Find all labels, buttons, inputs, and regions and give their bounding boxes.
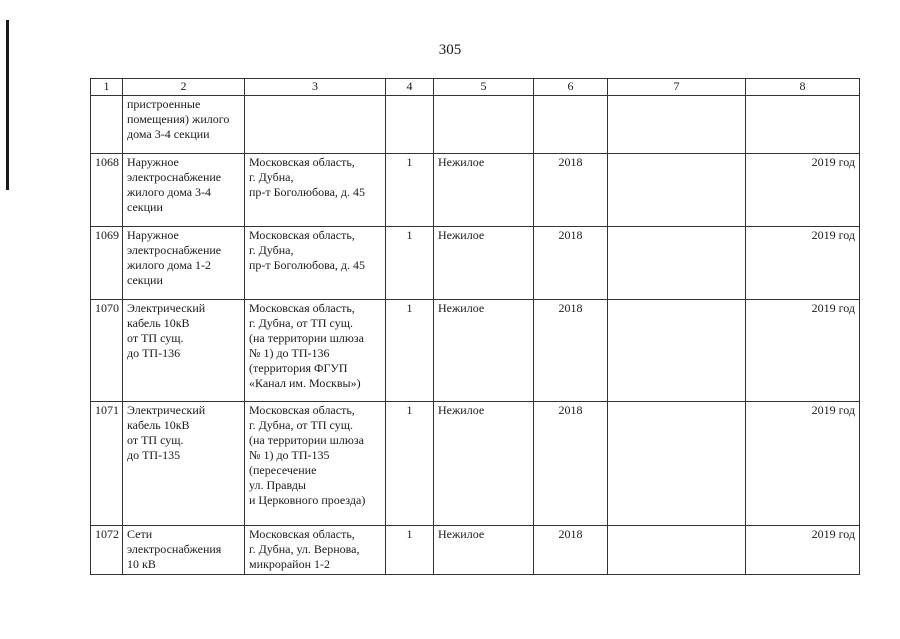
table-row <box>91 154 860 227</box>
object-name-cell-line: пристроенные <box>127 97 201 111</box>
type-cell: Нежилое <box>434 402 534 526</box>
row-number-cell: 1070 <box>91 300 123 402</box>
object-name-cell-line: секции <box>127 273 163 287</box>
object-name-cell <box>123 402 245 526</box>
period-cell: 2019 год <box>746 227 860 300</box>
table-header <box>91 79 860 96</box>
table-row <box>91 227 860 300</box>
address-cell <box>245 526 386 575</box>
period-cell: 2019 год <box>746 402 860 526</box>
header-row <box>91 79 860 96</box>
object-name-cell-line: Наружное <box>127 155 179 169</box>
object-name-cell-line: электроснабжение <box>127 170 222 184</box>
object-name-cell <box>123 526 245 575</box>
object-name-cell-line: кабель 10кВ <box>127 418 190 432</box>
object-name-cell-line: до ТП-135 <box>127 448 181 462</box>
column-7-cell <box>608 300 746 402</box>
table-row <box>91 526 860 575</box>
object-name-cell <box>123 227 245 300</box>
address-cell-line: Московская область, <box>249 228 355 242</box>
row-number-cell <box>91 96 123 154</box>
year-cell: 2018 <box>534 300 608 402</box>
object-name-cell <box>123 154 245 227</box>
year-cell: 2018 <box>534 526 608 575</box>
column-7-cell <box>608 526 746 575</box>
object-name-cell-line: электроснабжение <box>127 243 222 257</box>
period-cell: 2019 год <box>746 300 860 402</box>
object-name-cell-line: электроснабжения <box>127 542 222 556</box>
address-cell-line: (пересечение <box>249 463 317 477</box>
address-cell-line: (территория ФГУП <box>249 361 348 375</box>
object-name-cell-line: 10 кВ <box>127 557 156 571</box>
address-cell <box>245 154 386 227</box>
quantity-cell <box>386 96 434 154</box>
address-cell-line: № 1) до ТП-136 <box>249 346 330 360</box>
address-cell-line: Московская область, <box>249 403 355 417</box>
row-number-cell: 1071 <box>91 402 123 526</box>
quantity-cell: 1 <box>386 402 434 526</box>
address-cell-line: микрорайон 1-2 <box>249 557 331 571</box>
address-cell-line: «Канал им. Москвы») <box>249 376 361 390</box>
address-cell <box>245 300 386 402</box>
object-name-cell-line: Электрический <box>127 403 206 417</box>
object-name-cell-line: от ТП сущ. <box>127 331 184 345</box>
object-name-cell-line: до ТП-136 <box>127 346 181 360</box>
quantity-cell: 1 <box>386 154 434 227</box>
row-number-cell: 1072 <box>91 526 123 575</box>
address-cell-line: пр-т Боголюбова, д. 45 <box>249 185 366 199</box>
object-name-cell-line: от ТП сущ. <box>127 433 184 447</box>
address-cell-line: г. Дубна, от ТП сущ. <box>249 418 353 432</box>
period-cell: 2019 год <box>746 154 860 227</box>
object-name-cell-line: жилого дома 3-4 <box>127 185 212 199</box>
column-header-5: 5 <box>434 79 534 96</box>
table-row <box>91 96 860 154</box>
period-cell <box>746 96 860 154</box>
registry-table <box>90 78 860 575</box>
object-name-cell <box>123 300 245 402</box>
address-cell-line: и Церковного проезда) <box>249 493 366 507</box>
year-cell: 2018 <box>534 154 608 227</box>
address-cell-line: г. Дубна, от ТП сущ. <box>249 316 353 330</box>
object-name-cell-line: дома 3-4 секции <box>127 127 210 141</box>
column-header-8: 8 <box>746 79 860 96</box>
column-header-7: 7 <box>608 79 746 96</box>
address-cell <box>245 402 386 526</box>
column-header-2: 2 <box>123 79 245 96</box>
type-cell: Нежилое <box>434 526 534 575</box>
table-row <box>91 300 860 402</box>
type-cell: Нежилое <box>434 227 534 300</box>
address-cell-line: г. Дубна, <box>249 243 294 257</box>
address-cell <box>245 96 386 154</box>
column-7-cell <box>608 402 746 526</box>
column-header-1: 1 <box>91 79 123 96</box>
page-number: 305 <box>438 42 462 58</box>
column-7-cell <box>608 96 746 154</box>
type-cell <box>434 96 534 154</box>
address-cell-line: № 1) до ТП-135 <box>249 448 330 462</box>
object-name-cell-line: помещения) жилого <box>127 112 230 126</box>
address-cell <box>245 227 386 300</box>
year-cell: 2018 <box>534 402 608 526</box>
object-name-cell-line: Электрический <box>127 301 206 315</box>
address-cell-line: (на территории шлюза <box>249 331 364 345</box>
object-name-cell-line: Сети <box>127 527 153 541</box>
type-cell: Нежилое <box>434 154 534 227</box>
column-7-cell <box>608 154 746 227</box>
table-row <box>91 402 860 526</box>
column-header-3: 3 <box>245 79 386 96</box>
row-number-cell: 1069 <box>91 227 123 300</box>
column-header-4: 4 <box>386 79 434 96</box>
address-cell-line: г. Дубна, ул. Вернова, <box>249 542 360 556</box>
quantity-cell: 1 <box>386 227 434 300</box>
object-name-cell-line: кабель 10кВ <box>127 316 190 330</box>
object-name-cell-line: секции <box>127 200 163 214</box>
year-cell <box>534 96 608 154</box>
address-cell-line: пр-т Боголюбова, д. 45 <box>249 258 366 272</box>
address-cell-line: Московская область, <box>249 155 355 169</box>
address-cell-line: ул. Правды <box>249 478 306 492</box>
object-name-cell <box>123 96 245 154</box>
quantity-cell: 1 <box>386 526 434 575</box>
address-cell-line: Московская область, <box>249 301 355 315</box>
quantity-cell: 1 <box>386 300 434 402</box>
column-header-6: 6 <box>534 79 608 96</box>
object-name-cell-line: Наружное <box>127 228 179 242</box>
type-cell: Нежилое <box>434 300 534 402</box>
address-cell-line: Московская область, <box>249 527 355 541</box>
table-body <box>91 96 860 575</box>
row-number-cell: 1068 <box>91 154 123 227</box>
column-7-cell <box>608 227 746 300</box>
address-cell-line: г. Дубна, <box>249 170 294 184</box>
year-cell: 2018 <box>534 227 608 300</box>
period-cell: 2019 год <box>746 526 860 575</box>
object-name-cell-line: жилого дома 1-2 <box>127 258 212 272</box>
address-cell-line: (на территории шлюза <box>249 433 364 447</box>
